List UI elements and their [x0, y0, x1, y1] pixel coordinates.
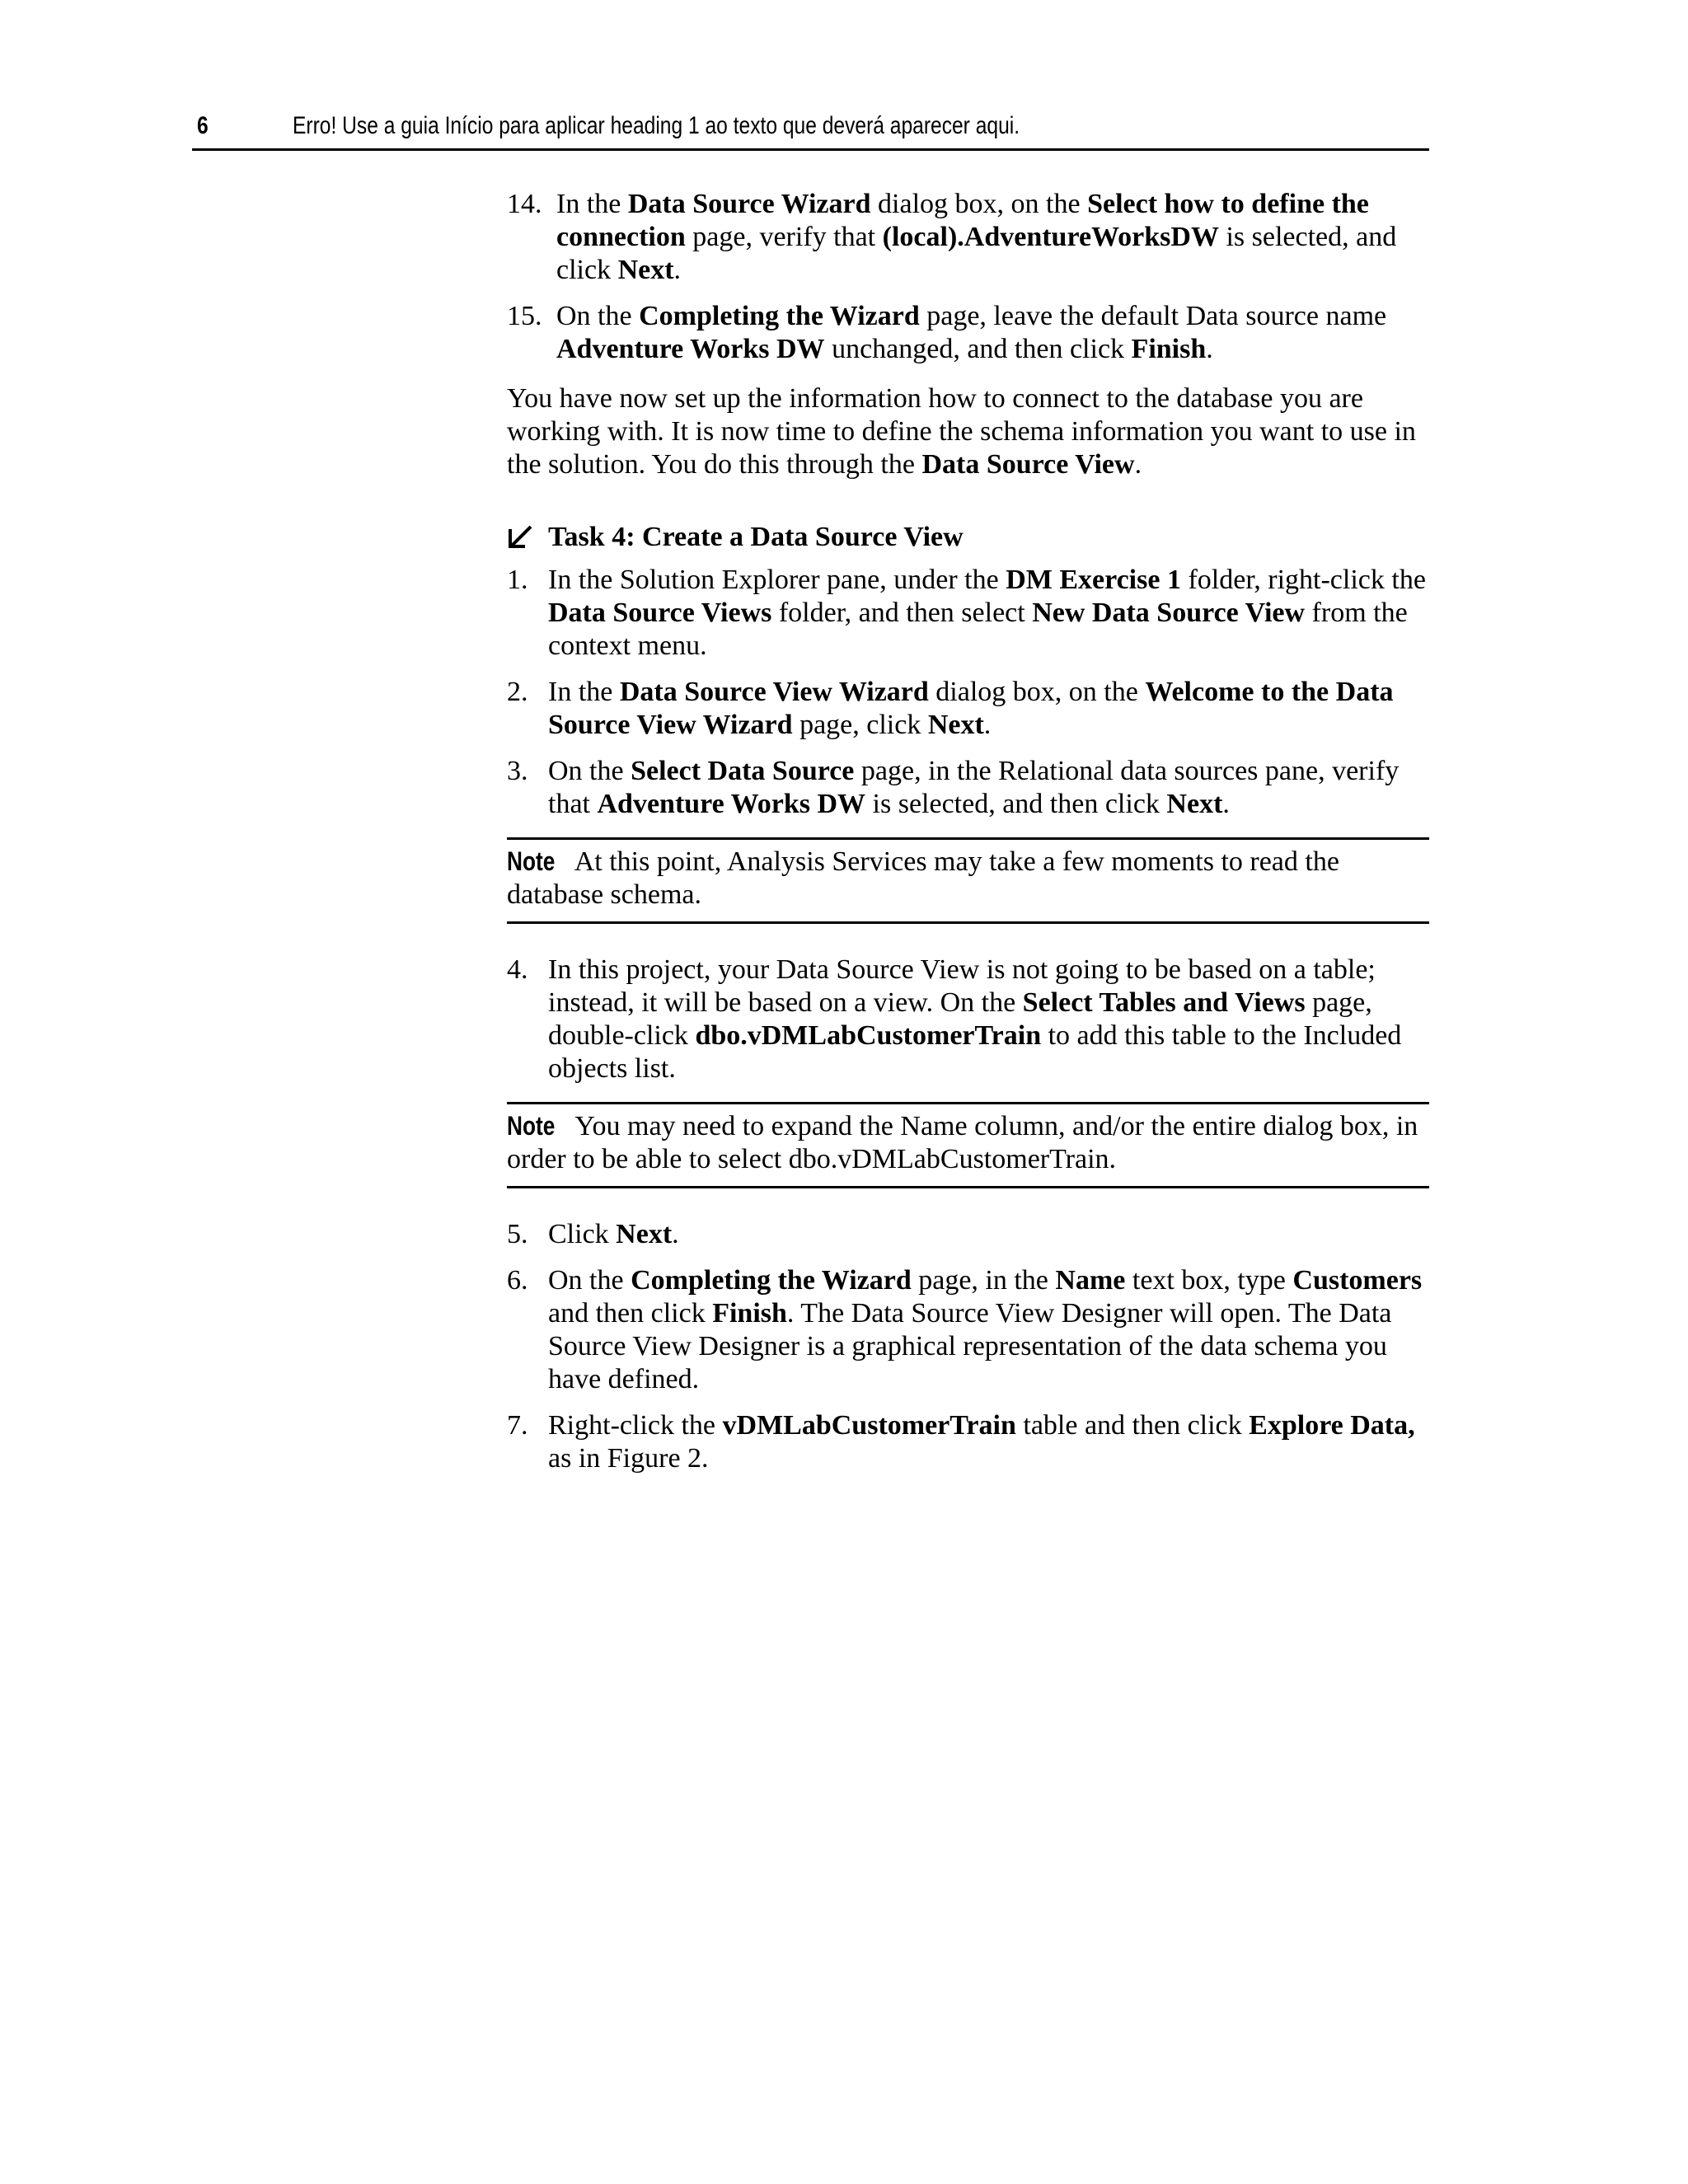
bold-term: Data Source View Wizard	[619, 677, 929, 707]
step-text: folder, and then select	[771, 598, 1033, 628]
note-box	[507, 837, 1429, 924]
bold-term: Select Data Source	[631, 756, 855, 786]
running-head: Erro! Use a guia Início para aplicar heading 1 ao texto que deverá aparecer aqui.	[293, 112, 1020, 139]
bold-term: Completing the Wizard	[639, 301, 920, 331]
step-number: 2.	[507, 677, 528, 707]
step-text: page, click	[792, 710, 928, 740]
step-text: .	[673, 255, 682, 285]
step-4	[507, 954, 1429, 1085]
step-2	[507, 676, 1429, 742]
step-text: unchanged, and then click	[824, 334, 1132, 364]
bold-term: Welcome to the Data Source View Wizard	[548, 677, 1394, 740]
note-label: Note	[507, 1111, 556, 1141]
step-6	[507, 1264, 1429, 1396]
bold-term: New Data Source View	[1032, 598, 1306, 628]
bold-term: Adventure Works DW	[556, 334, 825, 364]
note-text: At this point, Analysis Services may take a few moments to read the database schema.	[507, 846, 1339, 910]
bold-term: Adventure Works DW	[597, 789, 866, 819]
bold-term: Data Source Wizard	[627, 189, 871, 219]
page-number: 6	[197, 112, 209, 139]
step-text: On the	[556, 301, 640, 331]
document-body	[507, 188, 1429, 1488]
bold-term: Next	[1166, 789, 1223, 819]
step-number: 1.	[507, 565, 528, 595]
step-text: page, leave the default Data source name	[919, 301, 1387, 331]
step-text: page, in the Relational data sources pane, verify that	[548, 756, 1400, 819]
step-number: 7.	[507, 1410, 528, 1441]
step-text: In the Solution Explorer pane, under the	[548, 565, 1006, 595]
step-text: .	[1206, 334, 1213, 364]
step-text: page, in the	[911, 1265, 1056, 1296]
step-text: In this project, your Data Source View is not going to be based on a table; instead, it will be based on a view. On the	[548, 954, 1376, 1018]
bold-term: Select how to define the connection	[556, 189, 1369, 252]
task-heading	[507, 521, 1429, 554]
step-14	[507, 188, 1429, 287]
step-text: text box, type	[1125, 1265, 1293, 1296]
step-number: 15.	[507, 301, 542, 331]
paragraph-text: .	[1134, 449, 1142, 480]
bold-term: Finish	[712, 1298, 787, 1329]
step-text: to add this table to the Included objects list.	[548, 1020, 1402, 1084]
step-number: 5.	[507, 1219, 528, 1249]
step-text: page, verify that	[685, 222, 883, 252]
bold-term: Explore Data,	[1249, 1410, 1415, 1441]
bold-term: Finish	[1131, 334, 1207, 364]
step-5	[507, 1218, 1429, 1251]
step-text: folder, right-click the	[1180, 565, 1426, 595]
step-text: dialog box, on the	[928, 677, 1146, 707]
step-number: 4.	[507, 954, 528, 985]
step-number: 3.	[507, 756, 528, 786]
step-text: page, double-click	[548, 987, 1372, 1051]
bold-term: Next	[927, 710, 984, 740]
step-text: .	[672, 1219, 679, 1249]
step-text: Right-click the	[548, 1410, 723, 1441]
step-3	[507, 755, 1429, 821]
bold-term: Customers	[1292, 1265, 1423, 1296]
step-text: .	[1222, 789, 1230, 819]
checkmark-arrow-icon	[507, 524, 535, 549]
step-text: Click	[548, 1219, 617, 1249]
step-text: dialog box, on the	[870, 189, 1088, 219]
bold-term: (local).AdventureWorksDW	[882, 222, 1219, 252]
task-title: Task 4: Create a Data Source View	[548, 522, 964, 552]
page-header	[192, 109, 1429, 151]
note-box	[507, 1102, 1429, 1188]
intro-paragraph	[507, 382, 1429, 481]
step-number: 6.	[507, 1265, 528, 1296]
step-text: . The Data Source View Designer will open. The Data Source View Designer is a graphical representation of the data schema you have defined.	[548, 1298, 1392, 1394]
step-text: as in Figure 2.	[548, 1443, 709, 1474]
step-text: and then click	[548, 1298, 713, 1329]
bold-term: DM Exercise 1	[1006, 565, 1181, 595]
bold-term: Completing the Wizard	[631, 1265, 912, 1296]
step-text: .	[983, 710, 992, 740]
step-15	[507, 300, 1429, 366]
step-text: table and then click	[1015, 1410, 1250, 1441]
bold-term: Data Source View	[921, 449, 1135, 480]
bold-term: vDMLabCustomerTrain	[722, 1410, 1016, 1441]
step-text: is selected, and then click	[865, 789, 1167, 819]
step-1	[507, 564, 1429, 663]
step-text: On the	[548, 1265, 631, 1296]
step-number: 14.	[507, 189, 542, 219]
step-7	[507, 1409, 1429, 1475]
note-label: Note	[507, 846, 556, 876]
bold-term: dbo.vDMLabCustomerTrain	[695, 1020, 1042, 1051]
step-text: is selected, and click	[556, 222, 1397, 285]
bold-term: Data Source Views	[548, 598, 772, 628]
bold-term: Next	[617, 255, 674, 285]
paragraph-text: You have now set up the information how to connect to the database you are working with. It is now time to define the schema information you want to use in the solution. You do this through the	[507, 383, 1416, 480]
note-text: You may need to expand the Name column, and/or the entire dialog box, in order to be able to select dbo.vDMLabCustomerTrain.	[507, 1111, 1418, 1174]
bold-term: Name	[1055, 1265, 1126, 1296]
bold-term: Next	[616, 1219, 673, 1249]
step-text: In the	[548, 677, 620, 707]
bold-term: Select Tables and Views	[1022, 987, 1306, 1018]
step-text: In the	[556, 189, 628, 219]
step-text: On the	[548, 756, 631, 786]
step-text: from the context menu.	[548, 598, 1408, 661]
